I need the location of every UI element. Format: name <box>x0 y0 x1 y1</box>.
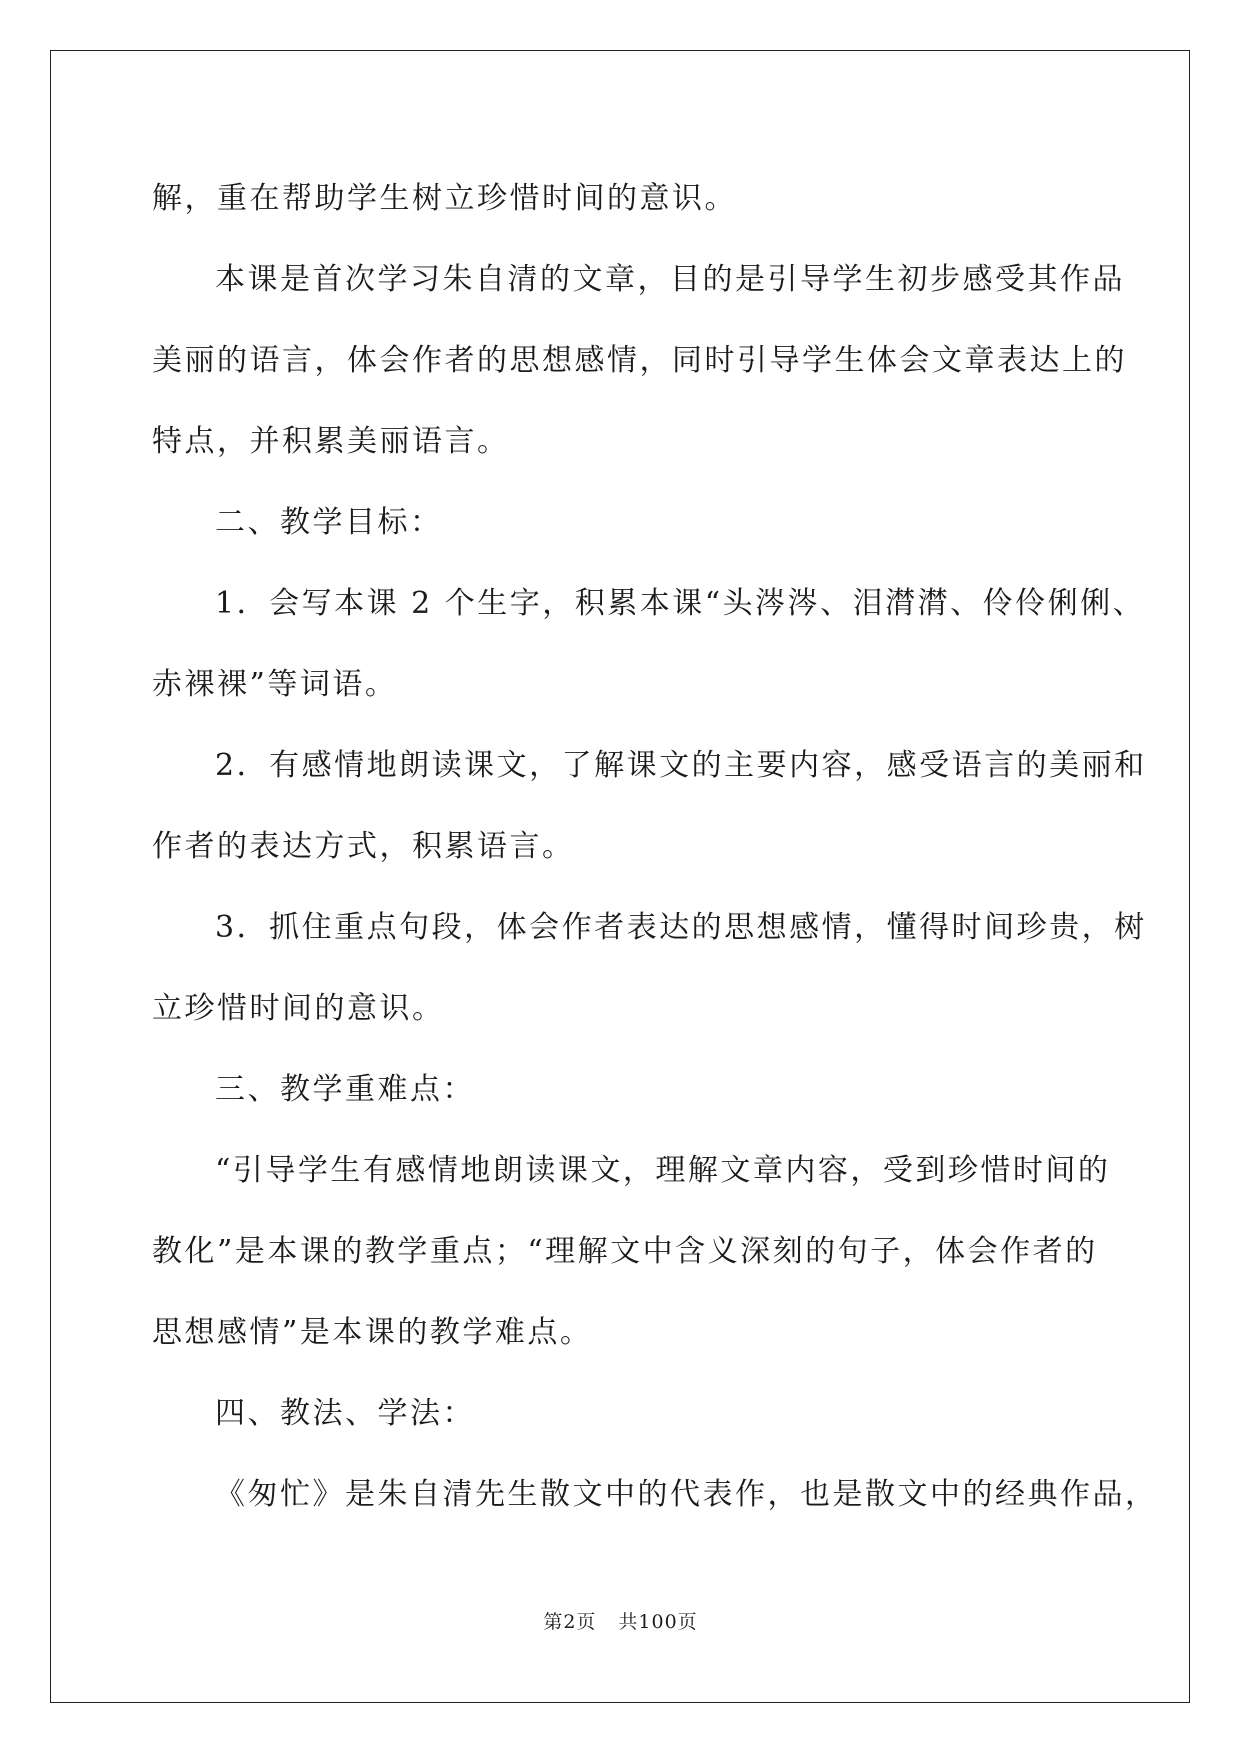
section-heading: 四、教法、学法： <box>215 1396 475 1431</box>
text-line: “引导学生有感情地朗读课文，理解文章内容，受到珍惜时间的 <box>215 1153 1111 1188</box>
page-number: 第2页 <box>543 1611 597 1633</box>
text-line: 思想感情”是本课的教学难点。 <box>152 1315 593 1350</box>
text-line: 本课是首次学习朱自清的文章，目的是引导学生初步感受其作品 <box>215 262 1125 297</box>
text-line: 1．会写本课 2 个生字，积累本课“头涔涔、泪潸潸、伶伶俐俐、 <box>215 586 1146 621</box>
document-body <box>152 158 1158 1535</box>
page-total: 共100页 <box>618 1611 698 1633</box>
text-line: 立珍惜时间的意识。 <box>152 991 445 1026</box>
text-line: 美丽的语言，体会作者的思想感情，同时引导学生体会文章表达上的 <box>152 343 1127 378</box>
text-line: 《匆忙》是朱自清先生散文中的代表作，也是散文中的经典作品， <box>215 1477 1158 1512</box>
text-line: 教化”是本课的教学重点；“理解文中含义深刻的句子，体会作者的 <box>152 1234 1098 1269</box>
page-footer <box>0 1607 1241 1634</box>
text-line: 解，重在帮助学生树立珍惜时间的意识。 <box>152 181 737 216</box>
text-line: 赤裸裸”等词语。 <box>152 667 398 702</box>
text-line: 作者的表达方式，积累语言。 <box>152 829 575 864</box>
text-line: 特点，并积累美丽语言。 <box>152 424 510 459</box>
section-heading: 二、教学目标： <box>215 505 443 540</box>
text-line: 3．抓住重点句段，体会作者表达的思想感情，懂得时间珍贵，树 <box>215 910 1147 945</box>
section-heading: 三、教学重难点： <box>215 1072 475 1107</box>
text-line: 2．有感情地朗读课文，了解课文的主要内容，感受语言的美丽和 <box>215 748 1147 783</box>
